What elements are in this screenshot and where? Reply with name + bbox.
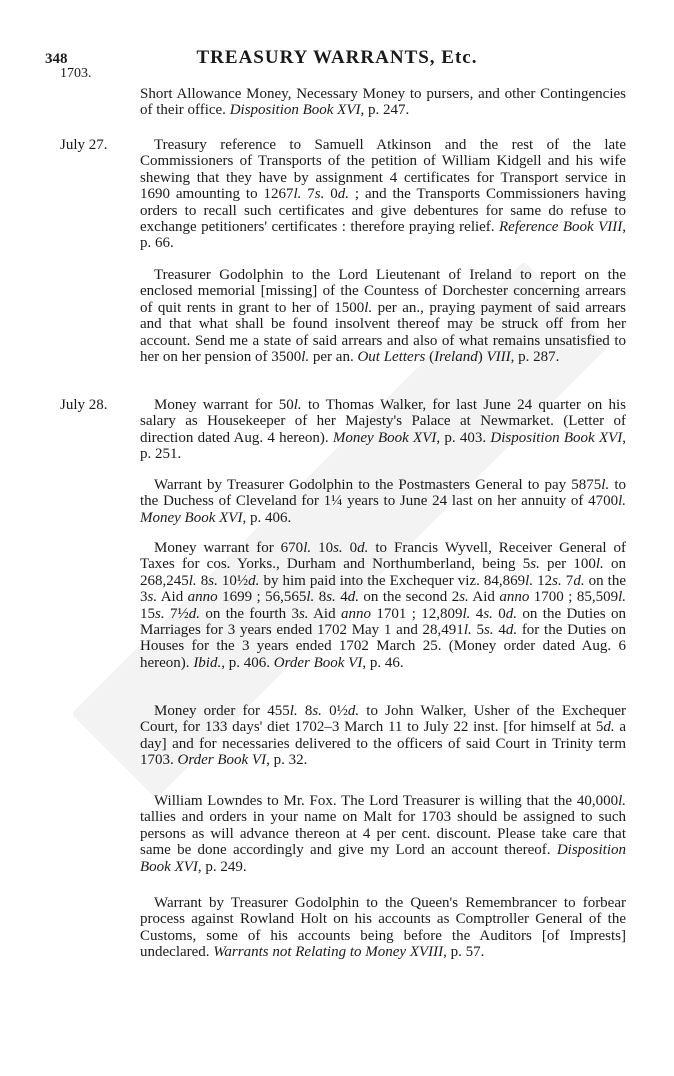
entry-text: William Lowndes to Mr. Fox. The Lord Treasurer is willing that the 40,000l. tallies and orders in your name on Malt for 1703 should be assigned to such persons as will advance thereon at 4 per cent. discount. Please take care that same be done accordingly and give my Lord an account thereof. Disposition Book XVI, p. 249. [140,793,626,875]
entry-text: Short Allowance Money, Necessary Money to pursers, and other Contingencies of their office. Disposition Book XVI, p. 247. [140,86,626,119]
entry-text: Warrant by Treasurer Godolphin to the Postmasters General to pay 5875l. to the Duchess of Cleveland for 1¼ years to June 24 last on her annuity of 4700l. Money Book XVI, p. 406. [140,477,626,526]
entry-text: Money warrant for 50l. to Thomas Walker, for last June 24 quarter on his salary as Housekeeper of her Majesty's Palace at Newmarket. (Letter of direction dated Aug. 4 hereon). Money Book XVI, p. 403. Disposition Book XVI, p. 251. [140,397,627,463]
entry-text: Warrant by Treasurer Godolphin to the Queen's Remembrancer to forbear process against Rowland Holt on his accounts as Comptroller General of the Customs, some of his accounts being before the Auditors [of Imprests] undeclared. Warrants not Relating to Money XVIII, p. 57. [140,895,626,961]
entry-text: Treasurer Godolphin to the Lord Lieutenant of Ireland to report on the enclosed memorial [missing] of the Countess of Dorchester concerning arrears of quit rents in grant to her of 1500l. per an., praying payment of said arrears and that what shall be found insolvent thereof may be struck off from her account. Send me a state of said arrears and also of what remains unsatisfied to her on her pension of 3500l. per an. Out Letters (Ireland) VIII, p. 287. [140,267,626,366]
entry-1 [60,86,626,119]
entry-5 [60,477,626,526]
entry-2 [60,137,626,252]
entry-9 [60,895,626,961]
entry-6 [60,540,626,671]
page-number: 348 [45,51,68,67]
running-head: TREASURY WARRANTS, Etc. [196,47,478,68]
entry-4 [60,397,626,463]
entry-text: Money warrant for 670l. 10s. 0d. to Francis Wyvell, Receiver General of Taxes for cos. Yorks., Durham and Northumberland, being 5s. per 100l. on 268,245l. 8s. 10½d. by him paid into the Exchequer viz. 84,869l. 12s. 7d. on the 3s. Aid anno 1699 ; 56,565l. 8s. 4d. on the second 2s. Aid anno 1700 ; 85,509l. 15s. 7½d. on the fourth 3s. Aid anno 1701 ; 12,809l. 4s. 0d. on the Duties on Marriages for 3 years ended 1702 May 1 and 28,491l. 5s. 4d. for the Duties on Houses for the 3 years ended 1702 March 25. (Money order dated Aug. 6 hereon). Ibid., p. 406. Order Book VI, p. 46. [140,540,627,671]
entry-3 [60,267,626,365]
margin-year: 1703. [60,66,92,81]
entry-date: July 27. [60,137,108,153]
entry-date: July 28. [60,397,108,413]
page-header [0,47,674,71]
entry-text: Money order for 455l. 8s. 0½d. to John Walker, Usher of the Exchequer Court, for 133 days' diet 1702–3 March 11 to July 22 inst. [for himself at 5d. a day] and for necessaries delivered to the officers of said Court in Trinity term 1703. Order Book VI, p. 32. [140,703,626,769]
entry-text: Treasury reference to Samuell Atkinson and the rest of the late Commissioners of Transports of the petition of William Kidgell and his wife shewing that they have by assignment 4 certificates for Transport service in 1690 amounting to 1267l. 7s. 0d. ; and the Transports Commissioners having orders to recall such certificates and give debentures for same do refuse to exchange petitioners' certificates : therefore praying relief. Reference Book VIII, p. 66. [140,137,627,252]
entry-8 [60,793,626,875]
entry-7 [60,703,626,769]
